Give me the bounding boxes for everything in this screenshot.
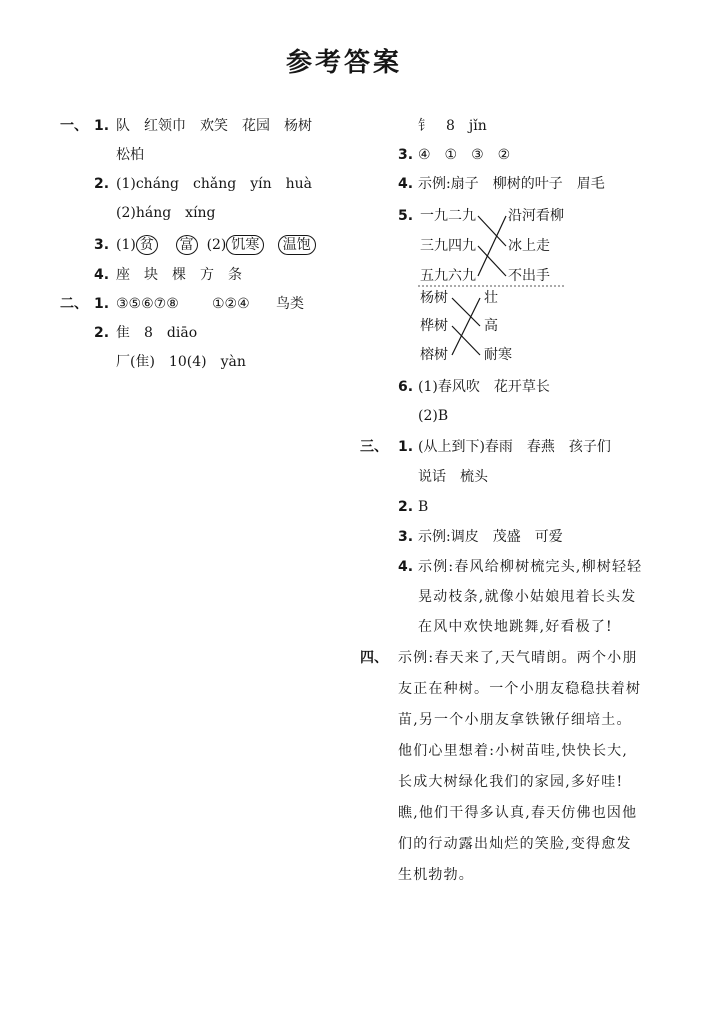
q3-part1-label: (1)	[116, 237, 136, 253]
s4-essay-line: 友正在种树。一个小朋友稳稳扶着树	[398, 681, 642, 697]
s2-q2-answer-line3: 钅 8 jǐn	[418, 118, 487, 134]
section-1-label: 一、	[60, 118, 88, 134]
s2-q4-answer: 示例:扇子 柳树的叶子 眉毛	[418, 176, 605, 192]
s4-essay-line: 长成大树绿化我们的家园,多好哇!	[398, 774, 624, 790]
s3-q3-answer: 示例:调皮 茂盛 可爱	[418, 529, 563, 545]
s2-q2-number: 2.	[94, 325, 110, 341]
circled-answer: 富	[176, 235, 198, 255]
s2-q6-answer-line2: (2)B	[418, 408, 449, 424]
q2-answer-line2: (2)háng xíng	[116, 205, 216, 221]
match1-left-item: 一九二九	[420, 208, 476, 224]
s2-q4-number: 4.	[398, 176, 414, 192]
match-line	[478, 216, 506, 276]
q2-number: 2.	[94, 176, 110, 192]
match1-left-item: 三九四九	[420, 238, 476, 254]
s2-q2-answer-line1: 隹 8 diāo	[116, 325, 198, 341]
match1-right-item: 不出手	[508, 268, 550, 284]
match2-left-item: 榕树	[420, 347, 448, 363]
match-line	[452, 326, 480, 355]
q4-answer: 座 块 棵 方 条	[116, 267, 242, 283]
s2-q1-answer-b: ①②④	[212, 296, 250, 312]
match1-right-item: 沿河看柳	[508, 208, 564, 224]
s3-q1-answer-line2: 说话 梳头	[418, 469, 488, 485]
s4-essay-line: 示例:春天来了,天气晴朗。两个小朋	[398, 650, 638, 666]
q2-answer-line1: (1)cháng chǎng yín huà	[116, 176, 312, 192]
match2-left-item: 杨树	[420, 290, 448, 306]
circled-answer: 温饱	[278, 235, 316, 255]
circled-answer: 贫	[136, 235, 158, 255]
match-line	[478, 246, 506, 276]
circled-answer: 饥寒	[226, 235, 264, 255]
s2-q1-answer-c: 鸟类	[276, 296, 304, 312]
q4-number: 4.	[94, 267, 110, 283]
match2-left-item: 桦树	[420, 318, 448, 334]
s2-q3-number: 3.	[398, 147, 414, 163]
s3-q1-number: 1.	[398, 439, 414, 455]
match2-right-item: 高	[484, 318, 498, 334]
section-3-label: 三、	[360, 439, 388, 455]
section-4-label: 四、	[360, 650, 388, 666]
q1-number: 1.	[94, 118, 110, 134]
match2-right-item: 壮	[484, 290, 498, 306]
s2-q5-number: 5.	[398, 208, 414, 224]
match1-right-item: 冰上走	[508, 238, 550, 254]
match-line	[452, 298, 480, 326]
match-line	[452, 298, 480, 355]
s4-essay-line: 他们心里想着:小树苗哇,快快长大,	[398, 743, 629, 759]
s3-q3-number: 3.	[398, 529, 414, 545]
page-title: 参考答案	[286, 48, 403, 78]
q1-answer-line1: 队 红领巾 欢笑 花园 杨树	[116, 118, 312, 134]
s2-q6-answer-line1: (1)春风吹 花开草长	[418, 379, 550, 395]
s4-essay-line: 瞧,他们干得多认真,春天仿佛也因他	[398, 805, 638, 821]
q1-answer-line2: 松柏	[116, 147, 144, 163]
s4-essay-line: 苗,另一个小朋友拿铁锹仔细培土。	[398, 712, 632, 728]
match2-right-item: 耐寒	[484, 347, 512, 363]
s3-q2-answer: B	[418, 499, 429, 515]
q3-part2-label: (2)	[206, 237, 227, 253]
s2-q1-answer-a: ③⑤⑥⑦⑧	[116, 296, 179, 312]
s4-essay-line: 们的行动露出灿烂的笑脸,变得愈发	[398, 836, 632, 852]
s3-q1-answer-line1: (从上到下)春雨 春燕 孩子们	[418, 439, 611, 455]
match-line	[478, 216, 506, 246]
s2-q2-answer-line2: 厂(隹) 10(4) yàn	[116, 354, 246, 370]
s2-q6-number: 6.	[398, 379, 414, 395]
s3-q4-answer-line1: 示例:春风给柳树梳完头,柳树轻轻	[418, 559, 643, 575]
s3-q4-answer-line3: 在风中欢快地跳舞,好看极了!	[418, 619, 613, 635]
s2-q3-answer: ④ ① ③ ②	[418, 147, 511, 163]
s3-q4-answer-line2: 晃动枝条,就像小姑娘甩着长头发	[418, 589, 637, 605]
s2-q1-number: 1.	[94, 296, 110, 312]
s3-q2-number: 2.	[398, 499, 414, 515]
match1-left-item: 五九六九	[420, 268, 476, 284]
q3-number: 3.	[94, 237, 110, 253]
s4-essay-line: 生机勃勃。	[398, 867, 474, 883]
section-2-label: 二、	[60, 296, 88, 312]
s3-q4-number: 4.	[398, 559, 414, 575]
